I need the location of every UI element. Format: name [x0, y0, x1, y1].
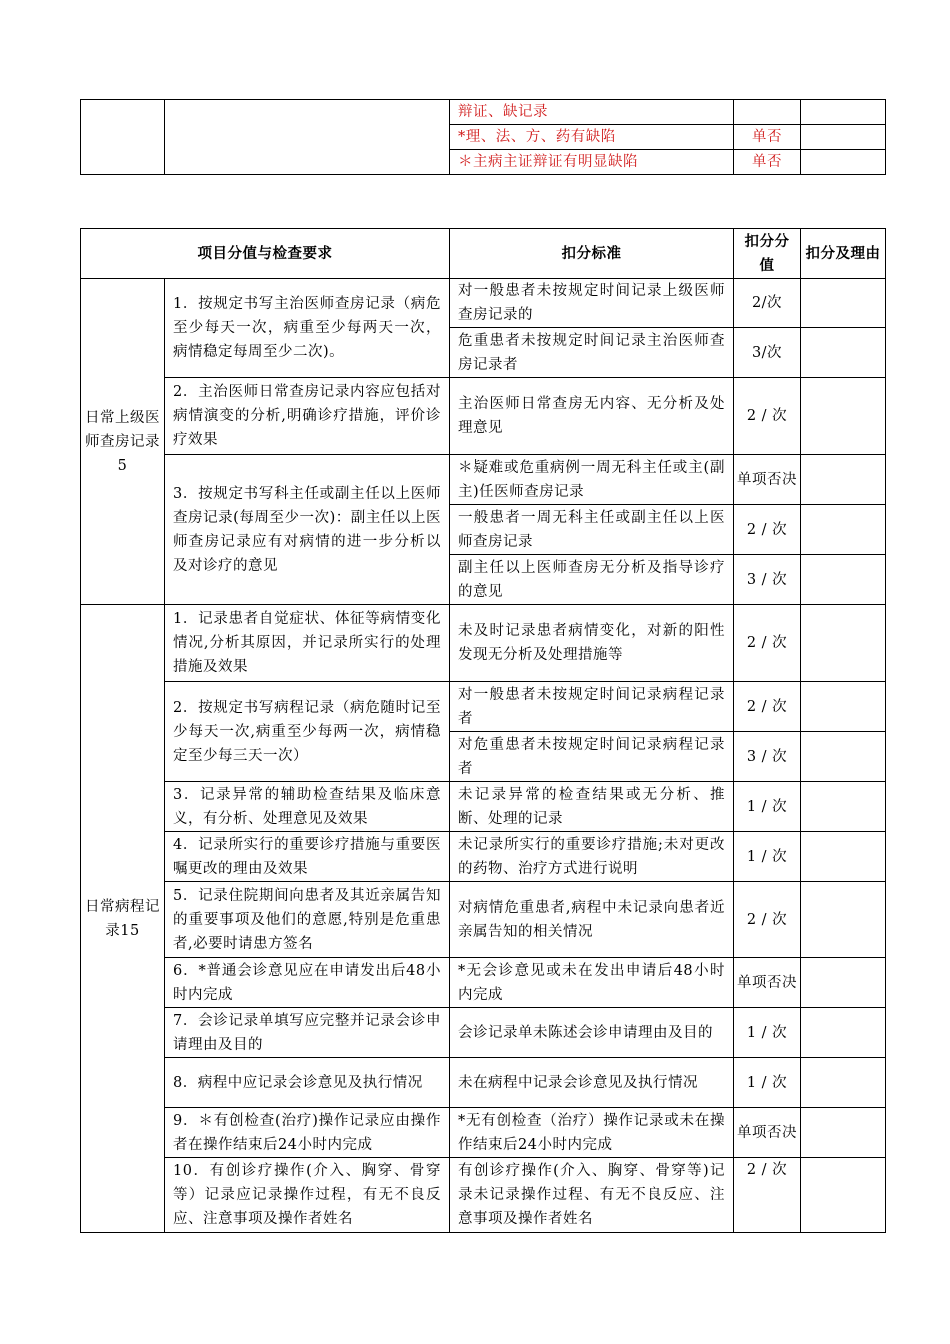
points-cell: 1 / 次 [734, 832, 801, 882]
points-cell: 1 / 次 [734, 1008, 801, 1058]
standard-cell: 对危重患者未按规定时间记录病程记录者 [450, 732, 734, 782]
points-cell: 2 / 次 [734, 378, 801, 455]
points-cell: 2/次 [734, 279, 801, 328]
reason-cell [801, 1108, 886, 1158]
requirement-cell: 2．主治医师日常查房记录内容应包括对病情演变的分析,明确诊疗措施，评价诊疗效果 [165, 378, 450, 455]
section-cell [81, 100, 165, 175]
standard-cell: *无有创检查（治疗）操作记录或未在操作结束后24小时内完成 [450, 1108, 734, 1158]
scoring-table [80, 228, 886, 1233]
standard-cell: *理、法、方、药有缺陷 [450, 125, 734, 150]
requirement-cell: 9．＊有创检查(治疗)操作记录应由操作者在操作结束后24小时内完成 [165, 1108, 450, 1158]
points-cell: 单项否决 [734, 1108, 801, 1158]
reason-cell [801, 958, 886, 1008]
table-row [81, 455, 886, 505]
standard-cell: 未记录所实行的重要诊疗措施;未对更改的药物、治疗方式进行说明 [450, 832, 734, 882]
points-cell: 1 / 次 [734, 782, 801, 832]
header-points: 扣分分值 [734, 229, 801, 279]
reason-cell [801, 1058, 886, 1108]
section-name: 日常上级医师查房记录5 [81, 279, 165, 605]
table-row [81, 882, 886, 958]
reason-cell [801, 832, 886, 882]
requirement-cell: 8．病程中应记录会诊意见及执行情况 [165, 1058, 450, 1108]
requirement-cell: 1．记录患者自觉症状、体征等病情变化情况,分析其原因，并记录所实行的处理措施及效果 [165, 605, 450, 682]
header-standard: 扣分标准 [450, 229, 734, 279]
table-row [81, 782, 886, 832]
table-row [81, 1058, 886, 1108]
header-row [81, 229, 886, 279]
table-row [81, 682, 886, 732]
reason-cell [801, 732, 886, 782]
reason-cell [801, 882, 886, 958]
requirement-cell: 3．按规定书写科主任或副主任以上医师查房记录(每周至少一次)：副主任以上医师查房记录应有对病情的进一步分析以及对诊疗的意见 [165, 455, 450, 605]
standard-cell: 有创诊疗操作(介入、胸穿、骨穿等)记录未记录操作过程、有无不良反应、注意事项及操作者姓名 [450, 1158, 734, 1233]
table-row [81, 1108, 886, 1158]
reason-cell [801, 782, 886, 832]
reason-cell [801, 328, 886, 378]
section-name: 日常病程记录15 [81, 605, 165, 1233]
reason-cell [801, 555, 886, 605]
reason-cell [801, 378, 886, 455]
table-row [81, 1008, 886, 1058]
requirement-cell: 6．*普通会诊意见应在申请发出后48小时内完成 [165, 958, 450, 1008]
points-cell: 1 / 次 [734, 1058, 801, 1108]
points-cell: 2 / 次 [734, 1158, 801, 1233]
reason-cell [801, 605, 886, 682]
standard-cell: 对病情危重患者,病程中未记录向患者近亲属告知的相关情况 [450, 882, 734, 958]
standard-cell: 对一般患者未按规定时间记录病程记录者 [450, 682, 734, 732]
reason-cell [801, 100, 886, 125]
reason-cell [801, 1008, 886, 1058]
standard-cell: *无会诊意见或未在发出申请后48小时内完成 [450, 958, 734, 1008]
requirement-cell: 1．按规定书写主治医师查房记录（病危至少每天一次，病重至少每两天一次，病情稳定每周至少二次)。 [165, 279, 450, 378]
header-item: 项目分值与检查要求 [81, 229, 450, 279]
header-reason: 扣分及理由 [801, 229, 886, 279]
table-row [81, 1158, 886, 1233]
standard-cell: 未记录异常的检查结果或无分析、推断、处理的记录 [450, 782, 734, 832]
reason-cell [801, 505, 886, 555]
table-row [81, 605, 886, 682]
table-row [81, 958, 886, 1008]
table-row [81, 378, 886, 455]
standard-cell: 一般患者一周无科主任或副主任以上医师查房记录 [450, 505, 734, 555]
standard-cell: 未及时记录患者病情变化，对新的阳性发现无分析及处理措施等 [450, 605, 734, 682]
points-cell: 3 / 次 [734, 732, 801, 782]
requirement-cell [165, 100, 450, 175]
points-cell: 2 / 次 [734, 605, 801, 682]
standard-cell: 危重患者未按规定时间记录主治医师查房记录者 [450, 328, 734, 378]
points-cell: 单项否决 [734, 455, 801, 505]
points-cell: 单项否决 [734, 958, 801, 1008]
requirement-cell: 7．会诊记录单填写应完整并记录会诊申请理由及目的 [165, 1008, 450, 1058]
standard-cell: 主治医师日常查房无内容、无分析及处理意见 [450, 378, 734, 455]
standard-cell: ＊主病主证辩证有明显缺陷 [450, 150, 734, 175]
reason-cell [801, 682, 886, 732]
points-cell: 2 / 次 [734, 882, 801, 958]
points-cell: 3/次 [734, 328, 801, 378]
points-cell: 单否 [734, 125, 801, 150]
reason-cell [801, 150, 886, 175]
points-cell: 2 / 次 [734, 682, 801, 732]
points-cell: 3 / 次 [734, 555, 801, 605]
standard-cell: 未在病程中记录会诊意见及执行情况 [450, 1058, 734, 1108]
points-cell: 单否 [734, 150, 801, 175]
requirement-cell: 3．记录异常的辅助检查结果及临床意义，有分析、处理意见及效果 [165, 782, 450, 832]
standard-cell: ＊疑难或危重病例一周无科主任或主(副主)任医师查房记录 [450, 455, 734, 505]
points-cell [734, 100, 801, 125]
standard-cell: 对一般患者未按规定时间记录上级医师查房记录的 [450, 279, 734, 328]
standard-cell: 辩证、缺记录 [450, 100, 734, 125]
reason-cell [801, 125, 886, 150]
points-cell: 2 / 次 [734, 505, 801, 555]
requirement-cell: 4．记录所实行的重要诊疗措施与重要医嘱更改的理由及效果 [165, 832, 450, 882]
reason-cell [801, 279, 886, 328]
table-row [81, 832, 886, 882]
requirement-cell: 5．记录住院期间向患者及其近亲属告知的重要事项及他们的意愿,特别是危重患者,必要时请患方签名 [165, 882, 450, 958]
continuation-table [80, 99, 886, 175]
reason-cell [801, 455, 886, 505]
standard-cell: 会诊记录单未陈述会诊申请理由及目的 [450, 1008, 734, 1058]
reason-cell [801, 1158, 886, 1233]
requirement-cell: 10．有创诊疗操作(介入、胸穿、骨穿等）记录应记录操作过程，有无不良反应、注意事项及操作者姓名 [165, 1158, 450, 1233]
table-row [81, 279, 886, 328]
table-row [81, 100, 886, 125]
requirement-cell: 2．按规定书写病程记录（病危随时记至少每天一次,病重至少每两一次，病情稳定至少每三天一次） [165, 682, 450, 782]
standard-cell: 副主任以上医师查房无分析及指导诊疗的意见 [450, 555, 734, 605]
